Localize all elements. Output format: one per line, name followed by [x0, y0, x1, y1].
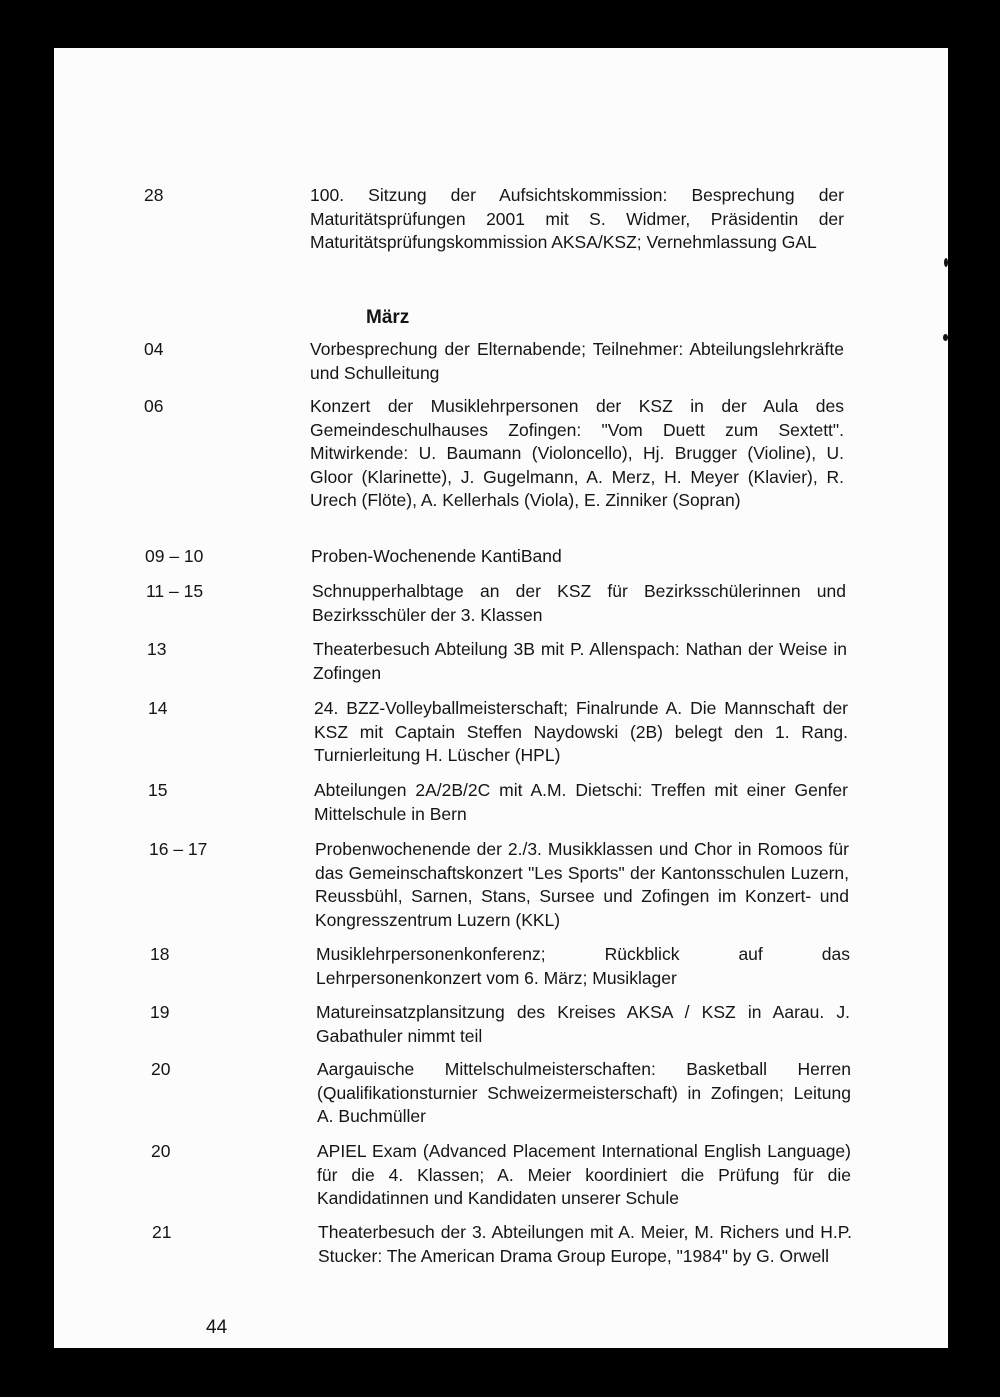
entry-text: Konzert der Musiklehrpersonen der KSZ in der Aula des Gemeindeschulhauses Zofingen: "Vom Duett zum Sextett". Mitwirkende: U. Baumann (Violoncello), Hj. Brugger (Violine), U. Gloor (Klarinette), J. Gugelmann, A. Merz, H. Meyer (Klavier), R. Urech (Flöte), A. Kellerhals (Viola), E. Zinniker (Sopran) — [310, 396, 844, 510]
scan-speck — [943, 334, 948, 341]
entry-text: Theaterbesuch Abteilung 3B mit P. Allenspach: Nathan der Weise in Zofingen — [313, 639, 847, 683]
entry-text: APIEL Exam (Advanced Placement International English Language) für die 4. Klassen; A. Meier koordiniert die Prüfung für die Kandidatinnen und Kandidaten unserer Schule — [317, 1141, 851, 1208]
entry-date: 19 — [150, 1002, 170, 1022]
entry-date: 06 — [144, 396, 164, 416]
entry-date: 13 — [147, 639, 167, 659]
entry-date: 20 — [151, 1141, 171, 1161]
entry-text: Matureinsatzplansitzung des Kreises AKSA / KSZ in Aarau. J. Gabathuler nimmt teil — [316, 1002, 850, 1046]
entry-date: 14 — [148, 698, 168, 718]
month-heading: März — [366, 307, 410, 328]
entry-text: Abteilungen 2A/2B/2C mit A.M. Dietschi: Treffen mit einer Genfer Mittelschule in Bern — [314, 780, 848, 824]
entry-date: 18 — [150, 944, 170, 964]
page-number: 44 — [206, 1317, 228, 1338]
entry-text: Vorbesprechung der Elternabende; Teilnehmer: Abteilungslehrkräfte und Schulleitung — [310, 339, 844, 383]
scan-speck — [944, 258, 948, 267]
entry-text: 24. BZZ-Volleyballmeisterschaft; Finalrunde A. Die Mannschaft der KSZ mit Captain Steffen Naydowski (2B) belegt den 1. Rang. Turnierleitung H. Lüscher (HPL) — [314, 698, 848, 765]
entry-date: 09 – 10 — [145, 546, 204, 566]
entry-date: 20 — [151, 1059, 171, 1079]
entry-date: 11 – 15 — [146, 581, 204, 601]
entry-date: 04 — [144, 339, 164, 359]
entry-text: 100. Sitzung der Aufsichtskommission: Besprechung der Maturitätsprüfungen 2001 mit S. Widmer, Präsidentin der Maturitätsprüfungskommission AKSA/KSZ; Vernehmlassung GAL — [310, 185, 844, 252]
entry-text: Probenwochenende der 2./3. Musikklassen und Chor in Romoos für das Gemeinschaftskonzert "Les Sports" der Kantonsschulen Luzern, Reussbühl, Sarnen, Stans, Sursee und Zofingen im Konzert- und Kongresszentrum Luzern (KKL) — [315, 839, 849, 930]
entry-text: Musiklehrpersonenkonferenz; Rückblick auf das Lehrpersonenkonzert vom 6. März; Musiklager — [316, 944, 850, 988]
scanned-page — [54, 48, 948, 1348]
entry-text: Schnupperhalbtage an der KSZ für Bezirksschülerinnen und Bezirksschüler der 3. Klassen — [312, 581, 846, 625]
entry-date: 28 — [144, 185, 164, 205]
entry-text: Theaterbesuch der 3. Abteilungen mit A. Meier, M. Richers und H.P. Stucker: The American Drama Group Europe, "1984" by G. Orwell — [318, 1222, 852, 1266]
entry-text: Aargauische Mittelschulmeisterschaften: Basketball Herren (Qualifikationsturnier Schweizermeisterschaft) in Zofingen; Leitung A. Buchmüller — [317, 1059, 851, 1126]
entry-text: Proben-Wochenende KantiBand — [311, 546, 562, 566]
entry-date: 21 — [152, 1222, 172, 1242]
entry-date: 16 – 17 — [149, 839, 208, 859]
entry-date: 15 — [148, 780, 168, 800]
